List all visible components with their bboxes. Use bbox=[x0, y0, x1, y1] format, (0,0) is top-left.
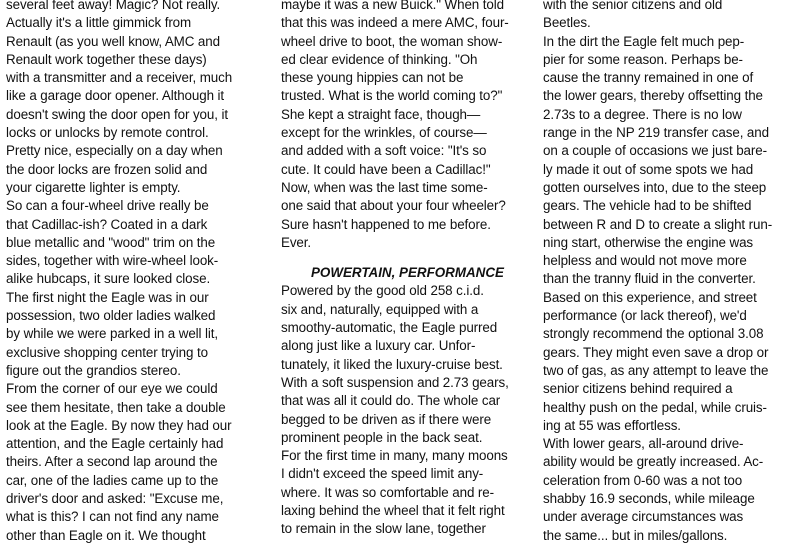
text-line: wheel drive to boot, the woman show- bbox=[281, 33, 503, 49]
text-line: figure out the grandios stereo. bbox=[6, 362, 181, 378]
text-line: 2.73s to a degree. There is no low bbox=[543, 106, 742, 122]
text-line: possession, two older ladies walked bbox=[6, 308, 216, 324]
text-line: gears. They might even save a drop or bbox=[543, 344, 769, 360]
text-line: With a soft suspension and 2.73 gears, bbox=[281, 374, 509, 390]
text-line: that was all it could do. The whole car bbox=[281, 393, 501, 409]
text-line: performance (or lack thereof), we'd bbox=[543, 308, 747, 324]
text-line: With lower gears, all-around drive- bbox=[543, 436, 744, 452]
text-line: trusted. What is the world coming to?" bbox=[281, 88, 503, 104]
text-line: these young hippies can not be bbox=[281, 70, 464, 86]
text-line: Sure hasn't happened to me before. bbox=[281, 216, 491, 232]
text-line: like a garage door opener. Although it bbox=[6, 88, 225, 104]
text-line: and added with a soft voice: "It's so bbox=[281, 143, 487, 159]
text-line: shabby 16.9 seconds, while mileage bbox=[543, 491, 755, 507]
text-line: Renault work together these days) bbox=[6, 51, 207, 67]
text-line: alike hubcaps, it sure looked close. bbox=[6, 271, 211, 287]
text-line: by while we were parked in a well lit, bbox=[6, 326, 219, 342]
text-line: She kept a straight face, though— bbox=[281, 106, 481, 122]
text-line: than the tranny fluid in the converter. bbox=[543, 271, 756, 287]
text-line: where. It was so comfortable and re- bbox=[281, 484, 494, 500]
text-line: look at the Eagle. By now they had our bbox=[6, 417, 232, 433]
text-line: laxing behind the wheel that it felt right bbox=[281, 503, 505, 519]
text-line: For the first time in many, many moons bbox=[281, 448, 508, 464]
text-line: ning start, otherwise the engine was bbox=[543, 234, 754, 250]
text-line: the same... but in miles/gallons. bbox=[543, 527, 728, 543]
text-line: Now, when was the last time some- bbox=[281, 179, 488, 195]
text-line: gotten ourselves into, due to the steep bbox=[543, 179, 767, 195]
text-line: along just like a luxury car. Unfor- bbox=[281, 338, 476, 354]
text-line: under average circumstances was bbox=[543, 509, 744, 525]
text-line: other than Eagle on it. We thought bbox=[6, 527, 206, 543]
text-line: to remain in the slow lane, together bbox=[281, 521, 486, 537]
text-line: cause the tranny remained in one of bbox=[543, 70, 754, 86]
text-line: ability would be greatly increased. Ac- bbox=[543, 454, 764, 470]
text-line: six and, naturally, equipped with a bbox=[281, 301, 479, 317]
text-line: helpless and would not move more bbox=[543, 253, 747, 269]
text-line: that Cadillac-ish? Coated in a dark bbox=[6, 216, 208, 232]
text-line: begged to be driven as if there were bbox=[281, 411, 492, 427]
text-line: doesn't swing the door open for you, it bbox=[6, 106, 228, 122]
text-line: Renault (as you well know, AMC and bbox=[6, 33, 220, 49]
article-column-1 bbox=[6, 0, 264, 545]
text-line: senior citizens behind required a bbox=[543, 381, 733, 397]
text-line: The first night the Eagle was in our bbox=[6, 289, 209, 305]
text-line: From the corner of our eye we could bbox=[6, 381, 218, 397]
text-line: pier for some reason. Perhaps be- bbox=[543, 51, 743, 67]
section-heading: POWERTAIN, PERFORMANCE bbox=[311, 265, 504, 281]
text-line: with a transmitter and a receiver, much bbox=[6, 70, 233, 86]
text-line: the lower gears, thereby offsetting the bbox=[543, 88, 763, 104]
text-line: Based on this experience, and street bbox=[543, 289, 757, 305]
text-line: that this was indeed a mere AMC, four- bbox=[281, 15, 509, 31]
text-line: one said that about your four wheeler? bbox=[281, 198, 506, 214]
text-line: strongly recommend the optional 3.08 bbox=[543, 326, 764, 342]
text-line: celeration from 0-60 was a not too bbox=[543, 472, 743, 488]
text-line: smoothy-automatic, the Eagle purred bbox=[281, 320, 498, 336]
text-line: Beetles. bbox=[543, 15, 591, 31]
text-line: gears. The vehicle had to be shifted bbox=[543, 198, 752, 214]
text-line: your cigarette lighter is empty. bbox=[6, 179, 181, 195]
text-line: Actually it's a little gimmick from bbox=[6, 15, 192, 31]
text-line: tunately, it liked the luxury-cruise best. bbox=[281, 356, 503, 372]
text-line: theirs. After a second lap around the bbox=[6, 454, 218, 470]
text-line: locks or unlocks by remote control. bbox=[6, 125, 209, 141]
text-line: sides, together with wire-wheel look- bbox=[6, 253, 219, 269]
text-line: ing at 55 was effortless. bbox=[543, 417, 681, 433]
text-line: except for the wrinkles, of course— bbox=[281, 125, 487, 141]
text-line: maybe it was a new Buick." When told bbox=[281, 0, 504, 12]
text-line: So can a four-wheel drive really be bbox=[6, 198, 209, 214]
text-line: between R and D to create a slight run- bbox=[543, 216, 773, 232]
text-line: blue metallic and "wood" trim on the bbox=[6, 234, 216, 250]
text-line: with the senior citizens and old bbox=[543, 0, 723, 12]
text-line: healthy push on the pedal, while cruis- bbox=[543, 399, 767, 415]
text-line: several feet away! Magic? Not really. bbox=[6, 0, 221, 12]
text-line: driver's door and asked: "Excuse me, bbox=[6, 491, 224, 507]
text-line: see them hesitate, then take a double bbox=[6, 399, 226, 415]
text-line: ed clear evidence of thinking. "Oh bbox=[281, 51, 478, 67]
text-line: cute. It could have been a Cadillac!" bbox=[281, 161, 491, 177]
text-line: attention, and the Eagle certainly had bbox=[6, 436, 224, 452]
text-line: what is this? I can not find any name bbox=[6, 509, 219, 525]
text-line: on a couple of occasions we just bare- bbox=[543, 143, 767, 159]
text-line: I didn't exceed the speed limit any- bbox=[281, 466, 484, 482]
text-line: Ever. bbox=[281, 234, 312, 250]
section-spacer bbox=[281, 252, 528, 264]
text-line: Powered by the good old 258 c.i.d. bbox=[281, 283, 484, 299]
text-line: ly made it out of some spots we had bbox=[543, 161, 754, 177]
text-line: range in the NP 219 transfer case, and bbox=[543, 125, 769, 141]
text-line: Pretty nice, especially on a day when bbox=[6, 143, 223, 159]
text-line: two of gas, as any attempt to leave the bbox=[543, 362, 769, 378]
text-line: In the dirt the Eagle felt much pep- bbox=[543, 33, 745, 49]
text-line: prominent people in the back seat. bbox=[281, 429, 483, 445]
text-line: the door locks are frozen solid and bbox=[6, 161, 208, 177]
article-column-2 bbox=[281, 0, 528, 539]
text-line: exclusive shopping center trying to bbox=[6, 344, 208, 360]
text-line: car, one of the ladies came up to the bbox=[6, 472, 219, 488]
article-column-3 bbox=[543, 0, 795, 545]
